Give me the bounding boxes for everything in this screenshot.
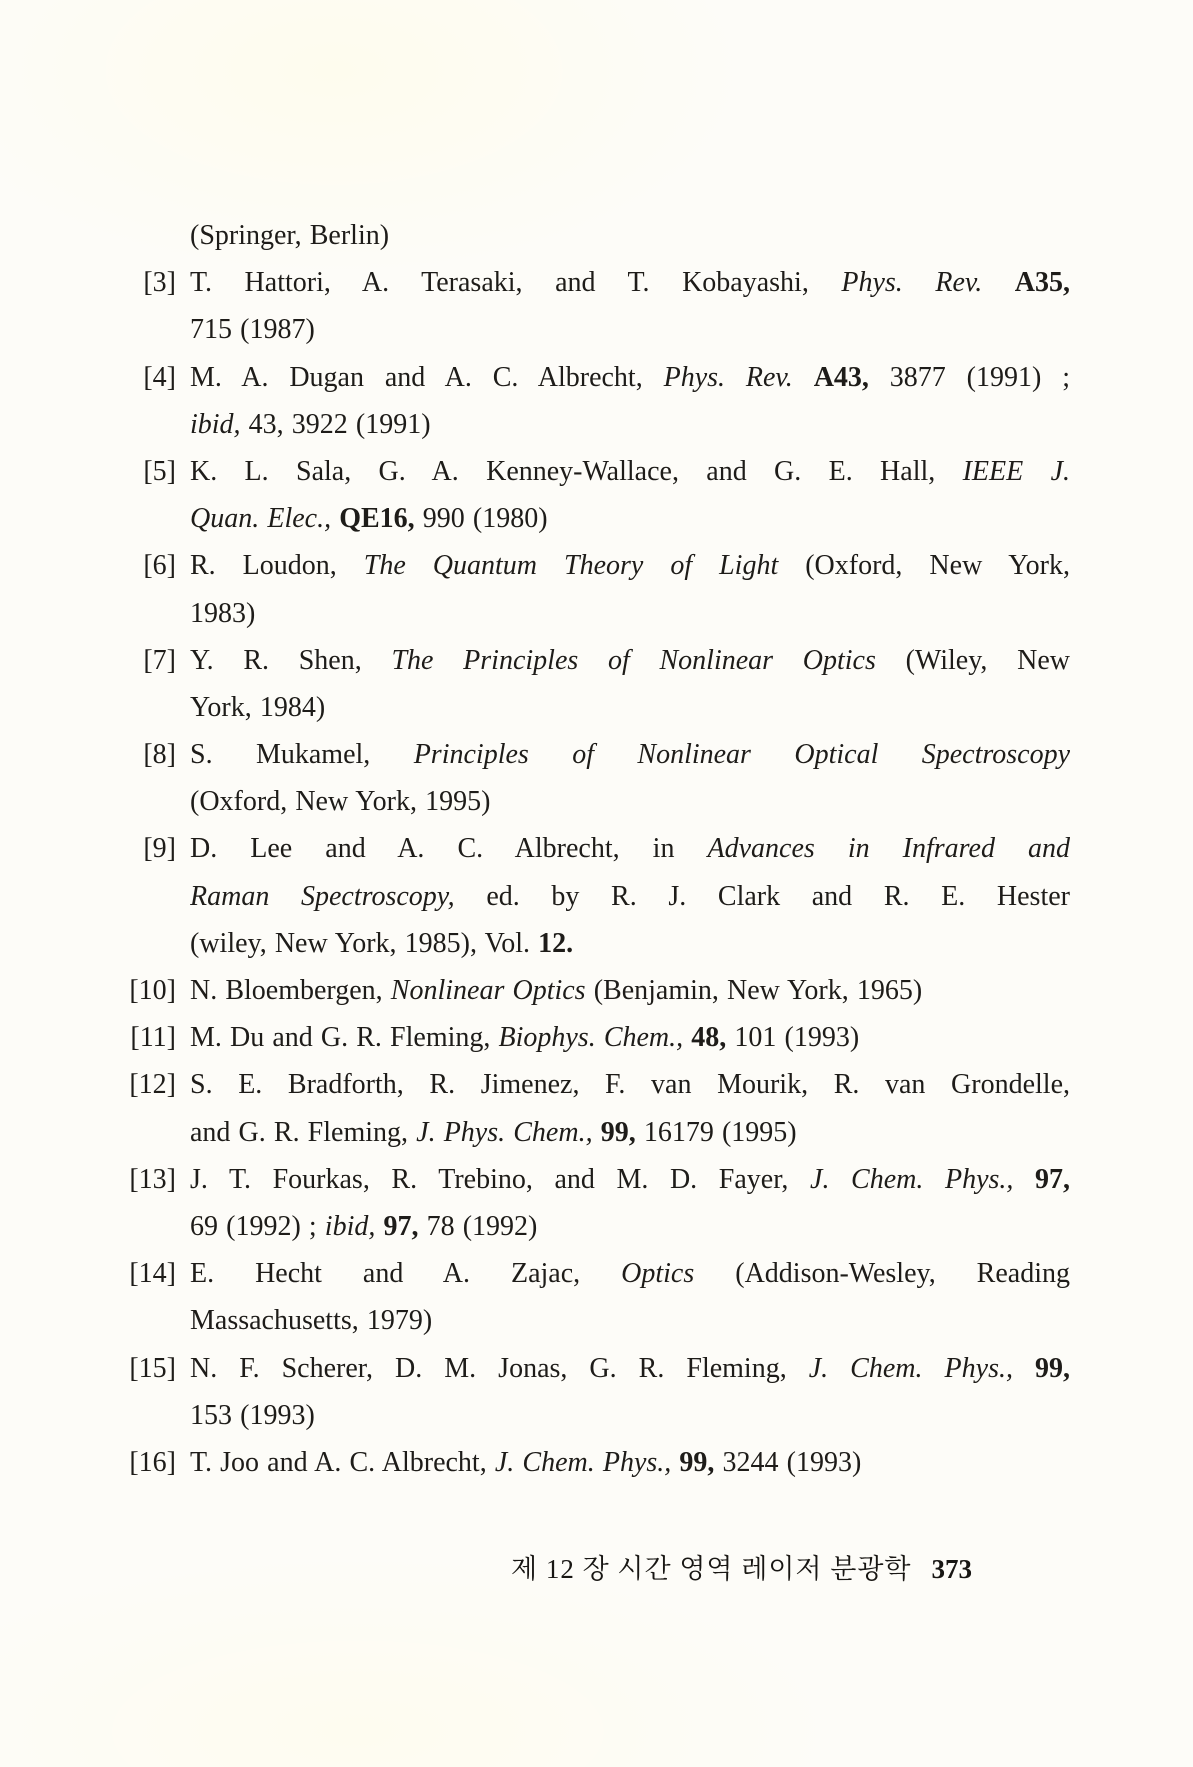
reference-text-segment: 78 (1992): [418, 1210, 538, 1242]
reference-label: [12]: [129, 1069, 176, 1101]
reference-text-segment: (Addison-Wesley, Reading: [694, 1258, 1070, 1290]
reference-bold-segment: 97,: [383, 1210, 419, 1242]
reference-text-segment: 1983): [190, 597, 256, 629]
reference-text-segment: (Oxford, New York, 1995): [190, 786, 491, 818]
reference-italic-segment: Principles of Nonlinear Optical Spectroscopy: [413, 739, 1070, 771]
reference-bold-segment: QE16,: [339, 503, 415, 535]
reference-13: [121, 1156, 1071, 1250]
reference-line: [190, 1392, 1070, 1439]
reference-italic-segment: ibid,: [324, 1210, 376, 1242]
reference-text-segment: [331, 503, 339, 534]
reference-body: [190, 259, 1070, 353]
reference-italic-segment: J. Chem. Phys.,: [808, 1352, 1013, 1384]
reference-text-segment: Y. R. Shen,: [190, 644, 392, 676]
reference-bold-segment: A35,: [1014, 267, 1070, 299]
reference-text-segment: N. Bloembergen,: [190, 975, 391, 1006]
reference-11: [121, 1014, 1071, 1061]
reference-bold-segment: 99,: [679, 1446, 715, 1478]
reference-text-segment: Massachusetts, 1979): [190, 1305, 433, 1337]
reference-line: [190, 306, 1070, 353]
reference-line: [190, 1297, 1070, 1344]
reference-line: [190, 825, 1070, 872]
reference-text-segment: 43, 3922 (1991): [240, 408, 431, 440]
reference-line: [190, 967, 1070, 1014]
reference-line: [190, 1156, 1070, 1203]
reference-italic-segment: Advances in Infrared and: [707, 833, 1070, 865]
reference-text-segment: (Wiley, New: [875, 644, 1070, 676]
reference-label: [14]: [129, 1258, 176, 1290]
reference-body: [190, 1345, 1070, 1439]
reference-line: [190, 1109, 1070, 1156]
reference-text-segment: 16179 (1995): [635, 1116, 797, 1148]
reference-label: [13]: [129, 1163, 176, 1195]
reference-italic-segment: ibid,: [190, 408, 241, 440]
reference-italic-segment: J. Chem. Phys.,: [810, 1163, 1014, 1195]
reference-body: [190, 1250, 1070, 1344]
reference-4: [121, 354, 1071, 448]
reference-12: [121, 1061, 1071, 1155]
reference-text-segment: ed. by R. J. Clark and R. E. Hester: [454, 880, 1070, 912]
reference-text-segment: M. Du and G. R. Fleming,: [190, 1022, 499, 1054]
reference-text-segment: (Springer, Berlin): [190, 220, 390, 251]
reference-bold-segment: 99,: [1035, 1352, 1070, 1384]
reference-line: [190, 354, 1070, 401]
reference-text-segment: 3877 (1991) ;: [868, 361, 1070, 393]
reference-line: [190, 920, 1070, 967]
reference-italic-segment: Quan. Elec.,: [190, 503, 332, 535]
reference-bold-segment: 12.: [538, 927, 574, 959]
reference-italic-segment: The Quantum Theory of Light: [363, 550, 779, 582]
reference-text-segment: [593, 1117, 601, 1148]
reference-text-segment: K. L. Sala, G. A. Kenney-Wallace, and G. E. Hall,: [190, 455, 963, 487]
reference-text-segment: (wiley, New York, 1985), Vol.: [190, 927, 539, 959]
reference-body: [190, 212, 1070, 259]
reference-6: [121, 542, 1071, 636]
reference-label: [5]: [143, 455, 176, 487]
reference-line: [190, 590, 1070, 637]
reference-text-segment: D. Lee and A. C. Albrecht, in: [190, 833, 708, 865]
reference-line: [190, 1439, 1070, 1486]
reference-line: [190, 401, 1070, 448]
reference-text-segment: [1013, 1164, 1035, 1195]
reference-line: [190, 1014, 1070, 1061]
references-list: [121, 212, 1071, 1486]
reference-line: [190, 637, 1070, 684]
reference-line: [190, 495, 1070, 542]
reference-line: [190, 542, 1070, 589]
reference-label: [16]: [129, 1446, 176, 1478]
reference-italic-segment: J. Chem. Phys.,: [494, 1446, 672, 1478]
reference-label: [8]: [143, 739, 176, 771]
reference-body: [190, 1014, 1070, 1061]
reference-label: [3]: [143, 267, 176, 299]
reference-7: [121, 637, 1071, 731]
reference-5: [121, 448, 1071, 542]
reference-body: [190, 1061, 1070, 1155]
reference-continuation: [121, 212, 1071, 259]
reference-label: [7]: [143, 644, 176, 676]
reference-body: [190, 967, 1070, 1014]
reference-bold-segment: 97,: [1035, 1163, 1070, 1195]
reference-line: [190, 1250, 1070, 1297]
reference-label: [9]: [143, 833, 176, 865]
reference-14: [121, 1250, 1071, 1344]
reference-italic-segment: Nonlinear Optics: [390, 975, 586, 1006]
reference-bold-segment: 48,: [691, 1022, 727, 1054]
reference-text-segment: (Benjamin, New York, 1965): [585, 975, 923, 1006]
reference-9: [121, 825, 1071, 967]
reference-italic-segment: J. Phys. Chem.,: [416, 1116, 593, 1148]
page-footer: [511, 1549, 972, 1589]
reference-line: [190, 1345, 1070, 1392]
reference-text-segment: E. Hecht and A. Zajac,: [190, 1258, 622, 1290]
reference-line: [190, 259, 1070, 306]
reference-text-segment: T. Hattori, A. Terasaki, and T. Kobayashi,: [190, 267, 842, 299]
reference-italic-segment: Biophys. Chem.,: [498, 1022, 684, 1054]
reference-body: [190, 542, 1070, 636]
reference-15: [121, 1345, 1071, 1439]
reference-italic-segment: Phys. Rev.: [841, 267, 983, 299]
reference-line: [190, 778, 1070, 825]
reference-text-segment: S. Mukamel,: [190, 739, 414, 771]
reference-body: [190, 1439, 1070, 1486]
reference-bold-segment: A43,: [813, 361, 869, 393]
reference-text-segment: S. E. Bradforth, R. Jimenez, F. van Mourik, R. van Grondelle,: [190, 1069, 1070, 1101]
reference-body: [190, 448, 1070, 542]
reference-text-segment: [1013, 1353, 1035, 1384]
reference-line: [190, 873, 1070, 920]
reference-text-segment: 69 (1992) ;: [190, 1210, 325, 1242]
reference-italic-segment: Phys. Rev.: [663, 361, 793, 393]
reference-italic-segment: IEEE J.: [962, 455, 1070, 487]
footer-page-number: 373: [931, 1554, 972, 1584]
reference-text-segment: (Oxford, New York,: [778, 550, 1070, 582]
reference-16: [121, 1439, 1071, 1486]
reference-text-segment: [982, 267, 1015, 298]
reference-text-segment: York, 1984): [190, 691, 326, 723]
reference-line: [190, 684, 1070, 731]
reference-text-segment: [793, 362, 814, 393]
reference-bold-segment: 99,: [600, 1116, 636, 1148]
reference-text-segment: 153 (1993): [190, 1399, 315, 1431]
reference-label: [11]: [130, 1022, 176, 1054]
reference-italic-segment: The Principles of Nonlinear Optics: [391, 644, 876, 676]
reference-3: [121, 259, 1071, 353]
reference-label: [4]: [143, 361, 176, 393]
reference-body: [190, 825, 1070, 967]
reference-text-segment: J. T. Fourkas, R. Trebino, and M. D. Fayer,: [190, 1163, 811, 1195]
reference-text-segment: 101 (1993): [726, 1022, 860, 1054]
reference-label: [15]: [129, 1352, 176, 1384]
reference-10: [121, 967, 1071, 1014]
reference-body: [190, 637, 1070, 731]
reference-italic-segment: Optics: [621, 1258, 695, 1290]
reference-body: [190, 354, 1070, 448]
reference-text-segment: and G. R. Fleming,: [190, 1116, 417, 1148]
footer-chapter-title: 제 12 장 시간 영역 레이저 분광학: [511, 1554, 912, 1584]
reference-text-segment: 3244 (1993): [714, 1446, 862, 1478]
reference-body: [190, 1156, 1070, 1250]
reference-label: [6]: [143, 550, 176, 582]
reference-8: [121, 731, 1071, 825]
reference-line: [190, 1061, 1070, 1108]
reference-body: [190, 731, 1070, 825]
reference-text-segment: 990 (1980): [414, 503, 548, 535]
reference-line: [190, 1203, 1070, 1250]
reference-line: [190, 448, 1070, 495]
reference-text-segment: N. F. Scherer, D. M. Jonas, G. R. Fleming,: [190, 1352, 809, 1384]
reference-text-segment: 715 (1987): [190, 314, 315, 346]
reference-text-segment: M. A. Dugan and A. C. Albrecht,: [190, 361, 664, 393]
reference-line: [190, 212, 1070, 259]
reference-italic-segment: Raman Spectroscopy,: [190, 880, 455, 912]
reference-text-segment: R. Loudon,: [190, 550, 364, 582]
reference-text-segment: T. Joo and A. C. Albrecht,: [190, 1446, 495, 1478]
reference-line: [190, 731, 1070, 778]
reference-label: [10]: [129, 975, 176, 1006]
